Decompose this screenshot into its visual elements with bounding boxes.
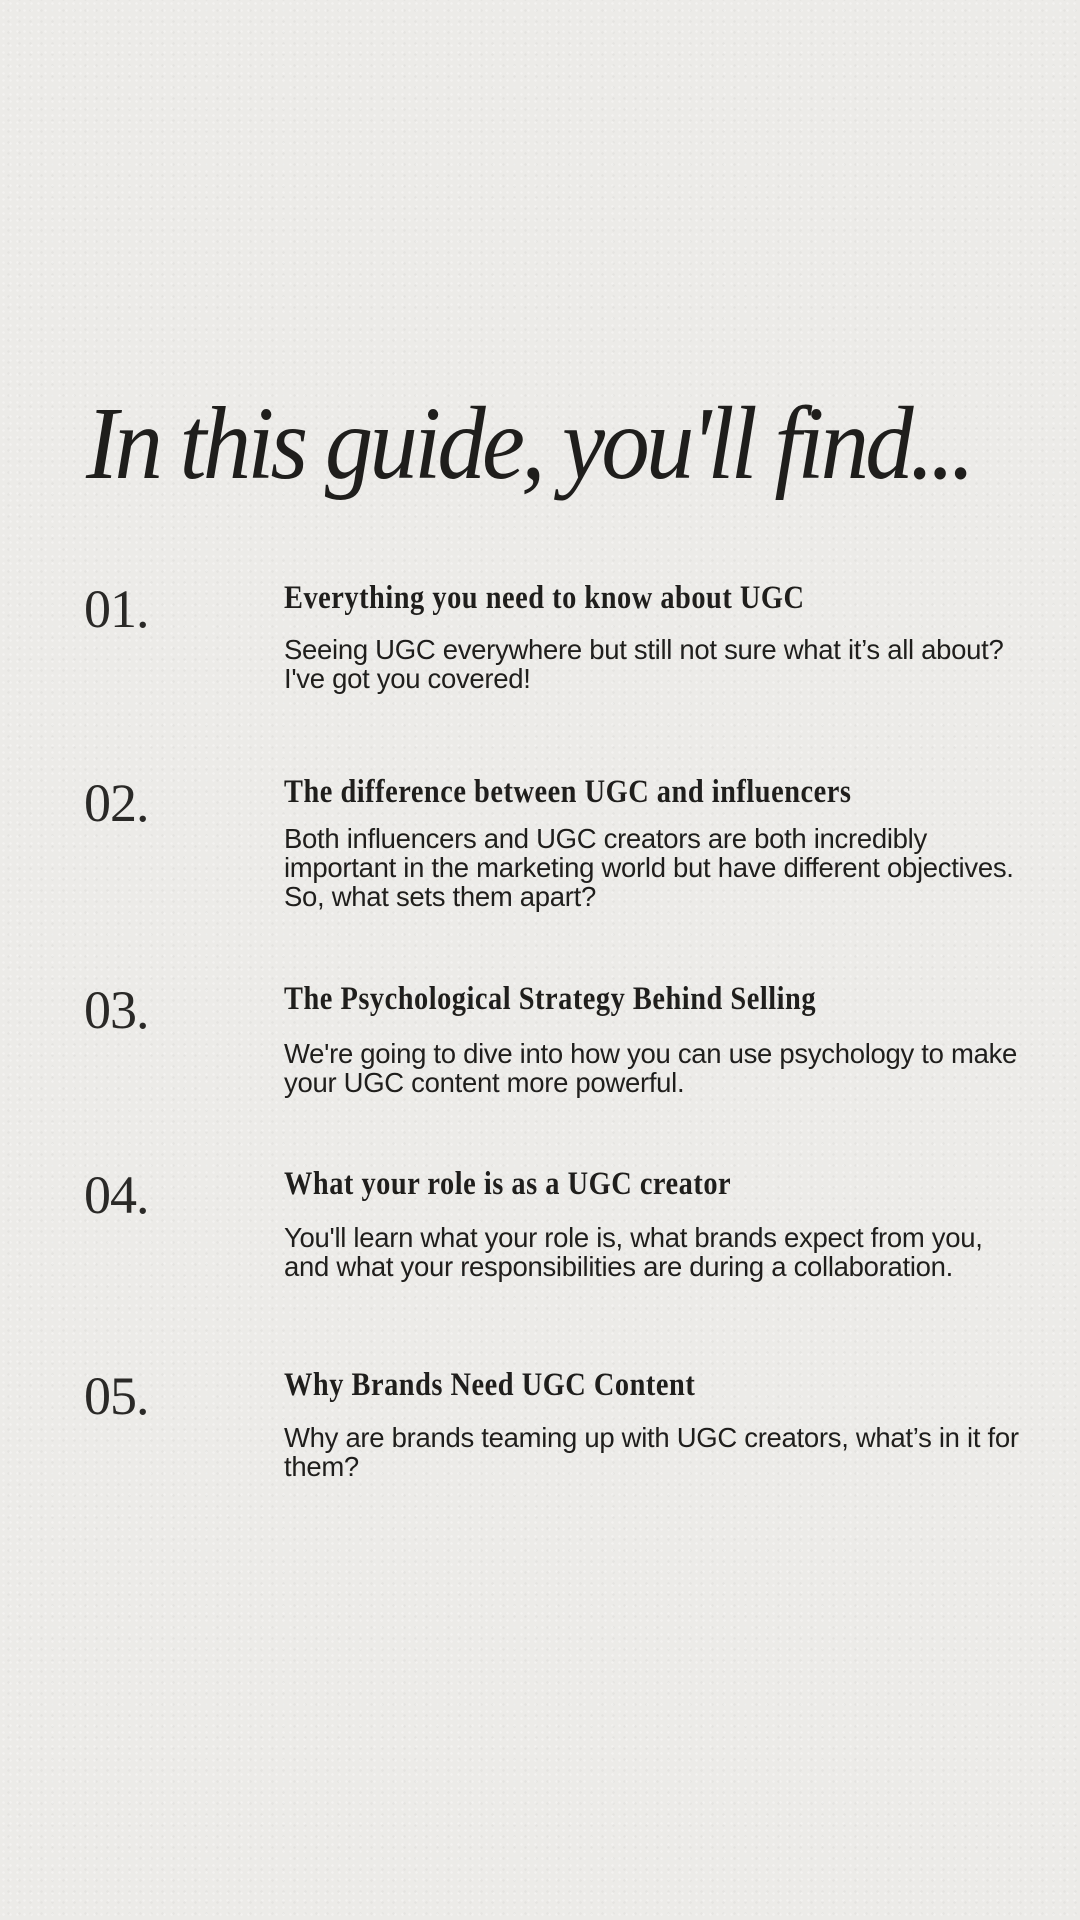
item-number: 03. <box>84 980 149 1040</box>
item-description: Why are brands teaming up with UGC creators, what’s in it for them? <box>284 1422 1019 1482</box>
item-heading: What your role is as a UGC creator <box>284 1166 732 1202</box>
page-title: In this guide, you'll find... <box>86 386 972 501</box>
item-description: You'll learn what your role is, what brands expect from you, and what your responsibilities are during a collaboration. <box>284 1222 983 1282</box>
item-number: 04. <box>84 1165 149 1225</box>
item-number: 05. <box>84 1366 149 1426</box>
item-heading: Everything you need to know about UGC <box>284 580 805 616</box>
item-description: We're going to dive into how you can use psychology to make your UGC content more powerful. <box>284 1038 1018 1098</box>
item-heading: The difference between UGC and influencers <box>284 774 852 810</box>
item-heading: Why Brands Need UGC Content <box>284 1367 696 1403</box>
item-description: Both influencers and UGC creators are both incredibly important in the marketing world but have different objectives. So, what sets them apart? <box>284 823 1014 912</box>
item-description: Seeing UGC everywhere but still not sure what it’s all about? I've got you covered! <box>284 634 1004 694</box>
item-number: 01. <box>84 579 149 639</box>
item-number: 02. <box>84 773 149 833</box>
item-heading: The Psychological Strategy Behind Selling <box>284 981 817 1017</box>
